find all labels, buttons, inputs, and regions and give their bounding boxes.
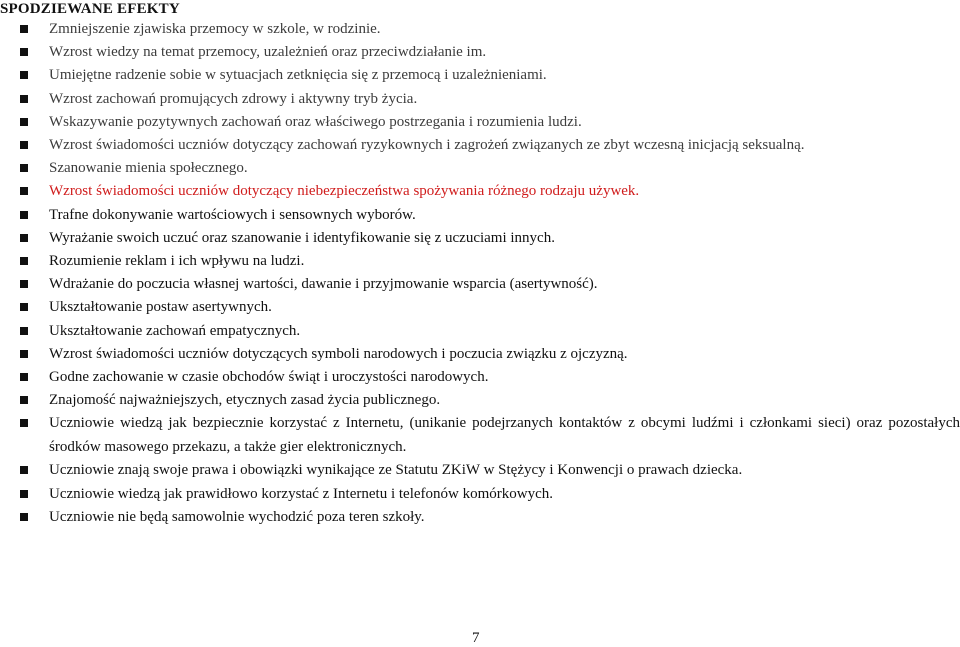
page-number: 7 [472, 630, 480, 646]
list-item [20, 296, 960, 319]
list-item [20, 483, 960, 506]
list-item-text: Uczniowie wiedzą jak prawidłowo korzystać z Internetu i telefonów komórkowych. [49, 485, 553, 502]
square-bullet-icon [20, 373, 28, 381]
list-item [20, 64, 960, 87]
list-item [20, 273, 960, 296]
list-item [20, 366, 960, 389]
list-item-text: Wdrażanie do poczucia własnej wartości, dawanie i przyjmowanie wsparcia (asertywność). [49, 276, 598, 293]
square-bullet-icon [20, 234, 28, 242]
list-item [20, 157, 960, 180]
square-bullet-icon [20, 25, 28, 33]
list-item [20, 204, 960, 227]
list-item-text: Uczniowie znają swoje prawa i obowiązki wynikające ze Statutu ZKiW w Stężycy i Konwencji o prawach dziecka. [49, 462, 743, 479]
list-item-text: Ukształtowanie postaw asertywnych. [49, 299, 272, 316]
square-bullet-icon [20, 71, 28, 79]
square-bullet-icon [20, 490, 28, 498]
square-bullet-icon [20, 95, 28, 103]
list-item-text: Wzrost świadomości uczniów dotyczący zachowań ryzykownych i zagrożeń związanych ze zbyt wczesną inicjacją seksualną. [49, 137, 805, 154]
square-bullet-icon [20, 164, 28, 172]
expected-effects-list [20, 18, 960, 529]
square-bullet-icon [20, 513, 28, 521]
square-bullet-icon [20, 280, 28, 288]
list-item [20, 41, 960, 64]
list-item [20, 320, 960, 343]
list-item [20, 506, 960, 529]
square-bullet-icon [20, 350, 28, 358]
square-bullet-icon [20, 396, 28, 404]
square-bullet-icon [20, 118, 28, 126]
list-item [20, 134, 960, 157]
list-item-text: Trafne dokonywanie wartościowych i sensownych wyborów. [49, 206, 416, 223]
list-item-highlighted [20, 180, 960, 203]
square-bullet-icon [20, 303, 28, 311]
square-bullet-icon [20, 48, 28, 56]
section-heading: SPODZIEWANE EFEKTY [0, 1, 180, 17]
list-item-text: Szanowanie mienia społecznego. [49, 160, 248, 177]
list-item-text: Ukształtowanie zachowań empatycznych. [49, 322, 301, 339]
square-bullet-icon [20, 466, 28, 474]
list-item-text: Wzrost świadomości uczniów dotyczących symboli narodowych i poczucia związku z ojczyzną. [49, 345, 628, 362]
square-bullet-icon [20, 187, 28, 195]
square-bullet-icon [20, 257, 28, 265]
list-item-text: Wzrost świadomości uczniów dotyczący niebezpieczeństwa spożywania różnego rodzaju używek. [49, 183, 640, 200]
list-item-text: Zmniejszenie zjawiska przemocy w szkole, w rodzinie. [49, 21, 381, 37]
list-item [20, 412, 960, 459]
list-item-text: Wyrażanie swoich uczuć oraz szanowanie i identyfikowanie się z uczuciami innych. [49, 229, 555, 246]
list-item [20, 459, 960, 482]
list-item [20, 227, 960, 250]
list-item-text: Umiejętne radzenie sobie w sytuacjach zetknięcia się z przemocą i uzależnieniami. [49, 67, 547, 84]
list-item [20, 18, 960, 41]
list-item-text: Uczniowie nie będą samowolnie wychodzić poza teren szkoły. [49, 508, 425, 525]
list-item [20, 250, 960, 273]
list-item-text: Wzrost zachowań promujących zdrowy i aktywny tryb życia. [49, 90, 418, 107]
list-item-text: Wzrost wiedzy na temat przemocy, uzależnień oraz przeciwdziałanie im. [49, 44, 487, 61]
list-item-text: Znajomość najważniejszych, etycznych zasad życia publicznego. [49, 392, 441, 409]
list-item-text: Godne zachowanie w czasie obchodów świąt i uroczystości narodowych. [49, 369, 489, 386]
list-item [20, 88, 960, 111]
square-bullet-icon [20, 419, 28, 427]
list-item-text: Rozumienie reklam i ich wpływu na ludzi. [49, 253, 305, 270]
list-item [20, 343, 960, 366]
square-bullet-icon [20, 211, 28, 219]
square-bullet-icon [20, 327, 28, 335]
list-item [20, 389, 960, 412]
list-item [20, 111, 960, 134]
list-item-text: Wskazywanie pozytywnych zachowań oraz właściwego postrzegania i rozumienia ludzi. [49, 113, 582, 130]
square-bullet-icon [20, 141, 28, 149]
list-item-text: Uczniowie wiedzą jak bezpiecznie korzystać z Internetu, (unikanie podejrzanych kontaktów z obcymi ludźmi i członkami sieci) oraz pozostałych środków masowego przekazu, a także gier elektronicznych. [49, 415, 960, 455]
